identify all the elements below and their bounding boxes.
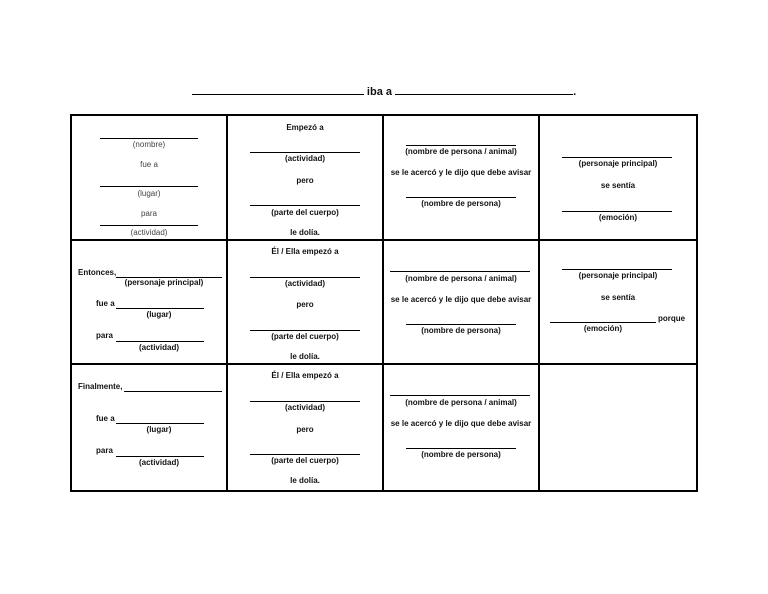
- label-emocion: (emoción): [598, 213, 638, 222]
- label-entonces: Entonces,: [78, 267, 117, 277]
- cell-r2-c3: [384, 241, 540, 366]
- blank-line: [562, 269, 672, 270]
- cell-r1-c2: [228, 116, 384, 241]
- label-se-le-acerco: se le acercó y le dijo que debe avisar: [390, 168, 532, 177]
- label-se-le-acerco: se le acercó y le dijo que debe avisar: [390, 419, 532, 429]
- label-le-dolia: le dolía.: [290, 476, 320, 486]
- label-fue-a: fue a: [96, 414, 115, 424]
- label-se-sentia: se sentía: [600, 181, 636, 190]
- blank-line: [550, 322, 656, 323]
- cell-r2-c2: [228, 241, 384, 366]
- cell-r3-c4-empty: [540, 365, 696, 490]
- blank-line: [562, 211, 672, 212]
- cell-r2-c1: [72, 241, 228, 366]
- label-nombre-persona-animal: (nombre de persona / animal): [405, 398, 517, 408]
- label-para: para: [96, 330, 113, 340]
- blank-line: [100, 186, 198, 187]
- label-lugar: (lugar): [146, 309, 172, 319]
- label-parte-del-cuerpo: (parte del cuerpo): [271, 208, 339, 217]
- label-el-ella-empezo-a: Él / Ella empezó a: [271, 371, 339, 381]
- blank-line: [116, 423, 204, 424]
- label-pero: pero: [296, 425, 314, 435]
- title-blank-left: [192, 84, 364, 95]
- blank-line: [124, 391, 222, 392]
- blank-line: [562, 157, 672, 158]
- title-middle: iba a: [366, 86, 392, 98]
- label-actividad: (actividad): [284, 403, 325, 413]
- label-nombre-persona: (nombre de persona): [421, 325, 501, 335]
- blank-line: [390, 271, 530, 272]
- blank-line: [116, 341, 204, 342]
- label-nombre: (nombre): [132, 140, 166, 149]
- blank-line: [250, 330, 360, 331]
- cell-r1-c4: [540, 116, 696, 241]
- blank-line: [100, 138, 198, 139]
- label-le-dolia: le dolía.: [290, 351, 320, 361]
- label-finalmente: Finalmente,: [78, 382, 123, 392]
- label-pero: pero: [296, 176, 314, 185]
- cell-r1-c1: [72, 116, 228, 241]
- label-empezo-a: Empezó a: [286, 123, 324, 132]
- cell-r3-c3: [384, 365, 540, 490]
- blank-line: [250, 152, 360, 153]
- label-parte-del-cuerpo: (parte del cuerpo): [271, 331, 339, 341]
- blank-line: [406, 197, 516, 198]
- label-fue-a: fue a: [140, 160, 158, 169]
- cell-r1-c3: [384, 116, 540, 241]
- cell-r3-c2: [228, 365, 384, 490]
- blank-line: [250, 205, 360, 206]
- label-parte-del-cuerpo: (parte del cuerpo): [271, 456, 339, 466]
- blank-line: [250, 277, 360, 278]
- label-nombre-persona: (nombre de persona): [421, 450, 501, 460]
- label-personaje-principal: (personaje principal): [578, 159, 658, 168]
- blank-line: [406, 448, 516, 449]
- label-para: para: [96, 446, 113, 456]
- label-actividad: (actividad): [284, 154, 325, 163]
- story-grid: [70, 114, 698, 492]
- label-nombre-persona: (nombre de persona): [421, 199, 501, 208]
- label-el-ella-empezo-a: Él / Ella empezó a: [271, 246, 339, 256]
- label-fue-a: fue a: [96, 298, 115, 308]
- title-end: .: [573, 86, 577, 98]
- blank-line: [116, 456, 204, 457]
- blank-line: [100, 225, 198, 226]
- label-se-sentia: se sentía: [600, 292, 636, 302]
- label-nombre-persona-animal: (nombre de persona / animal): [405, 147, 517, 156]
- label-para: para: [140, 209, 157, 218]
- page-title: [0, 84, 768, 98]
- label-actividad: (actividad): [138, 458, 179, 468]
- label-actividad: (actividad): [130, 228, 168, 237]
- blank-line: [250, 401, 360, 402]
- cell-r3-c1: [72, 365, 228, 490]
- blank-line: [116, 308, 204, 309]
- label-pero: pero: [296, 299, 314, 309]
- label-nombre-persona-animal: (nombre de persona / animal): [405, 273, 517, 283]
- label-actividad: (actividad): [284, 278, 325, 288]
- label-porque: porque: [658, 313, 686, 323]
- blank-line: [390, 395, 530, 396]
- label-se-le-acerco: se le acercó y le dijo que debe avisar: [390, 294, 532, 304]
- label-lugar: (lugar): [146, 425, 172, 435]
- blank-line: [250, 454, 360, 455]
- label-lugar: (lugar): [137, 189, 161, 198]
- label-personaje-principal: (personaje principal): [124, 277, 204, 287]
- label-personaje-principal: (personaje principal): [578, 270, 658, 280]
- label-le-dolia: le dolía.: [290, 228, 320, 237]
- label-actividad: (actividad): [138, 342, 179, 352]
- cell-r2-c4: [540, 241, 696, 366]
- blank-line: [406, 324, 516, 325]
- label-emocion: (emoción): [583, 323, 623, 333]
- blank-line: [406, 145, 516, 146]
- title-blank-right: [395, 84, 573, 95]
